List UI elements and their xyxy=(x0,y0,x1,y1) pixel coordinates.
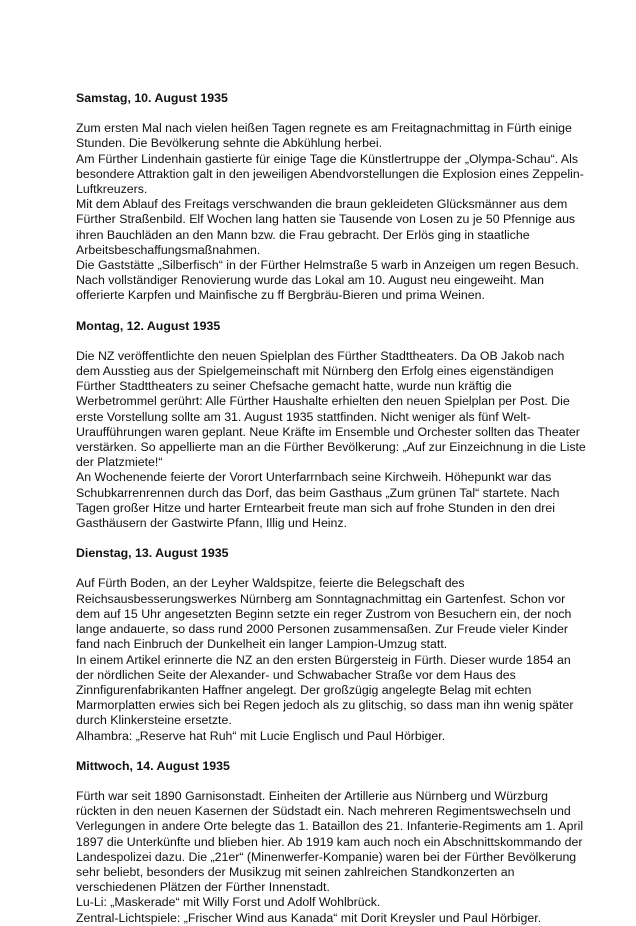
entry-paragraph: In einem Artikel erinnerte die NZ an den ersten Bürgersteig in Fürth. Dieser wurde 1854 an der nördlichen Seite der Alexander- und Schwabacher Straße vor dem Haus des Zinnfigurenfabrikanten Haffner angelegt. Der großzügig angelegte Belag mit echten Marmorplatten erwies sich bei Regen jedoch als zu glitschig, so dass man ihn wenig später durch Klinkersteine ersetzte. xyxy=(76,652,574,728)
entry-paragraph: Auf Fürth Boden, an der Leyher Waldspitze, feierte die Belegschaft des Reichsausbesserungswerkes Nürnberg am Sonntagnachmittag ein Gartenfest. Schon vor dem auf 15 Uhr angesetzten Beginn setzte ein reger Zustrom von Besuchern ein, der noch lange andauerte, so dass rund 2000 Personen zusammensaßen. Zur Freude vieler Kinder fand nach Einbruch der Dunkelheit ein langer Lampion-Umzug statt. xyxy=(76,576,572,652)
entry-date-heading: Mittwoch, 14. August 1935 xyxy=(76,758,230,773)
entry-paragraph: An Wochenende feierte der Vorort Unterfarrnbach seine Kirchweih. Höhepunkt war das Schubkarrenrennen durch das Dorf, das beim Gasthaus „Zum grünen Tal“ startete. Nach Tagen großer Hitze und harter Erntearbeit freute man sich auf frohe Stunden in den drei Gasthäusern der Gastwirte Pfann, Illig und Heinz. xyxy=(76,470,560,531)
entry-2023-saturday xyxy=(76,91,591,304)
entry-wednesday xyxy=(76,759,591,926)
entry-paragraph: Lu-Li: „Maskerade“ mit Willy Forst und Adolf Wohlbrück. xyxy=(76,895,381,910)
entry-paragraph: Zentral-Lichtspiele: „Frischer Wind aus Kanada“ mit Dorit Kreysler und Paul Hörbiger. xyxy=(76,910,542,925)
entry-tuesday xyxy=(76,546,591,743)
entry-paragraph: Zum ersten Mal nach vielen heißen Tagen regnete es am Freitagnachmittag in Fürth einige Stunden. Die Bevölkerung sehnte die Abkühlung herbei. xyxy=(76,121,572,151)
entry-date-heading: Dienstag, 13. August 1935 xyxy=(76,546,229,561)
entry-monday xyxy=(76,319,591,532)
entry-paragraph: Alhambra: „Reserve hat Ruh“ mit Lucie Englisch und Paul Hörbiger. xyxy=(76,728,446,743)
entry-date-heading: Montag, 12. August 1935 xyxy=(76,318,221,333)
entry-paragraph: Am Fürther Lindenhain gastierte für einige Tage die Künstlertruppe der „Olympa-Schau“. Als besondere Attraktion galt in den jeweiligen Abendvorstellungen die Explosion eines Zeppelin-Luftkreuzers. xyxy=(76,151,584,197)
document-page xyxy=(76,91,591,926)
entry-paragraph: Mit dem Ablauf des Freitags verschwanden die braun gekleideten Glücksmänner aus dem Fürther Straßenbild. Elf Wochen lang hatten sie Tausende von Losen zu je 50 Pfennige aus ihren Bauchläden an den Mann bzw. die Frau gebracht. Der Erlös ging in staatliche Arbeitsbeschaffungsmaßnahmen. xyxy=(76,197,576,257)
entry-date-heading: Samstag, 10. August 1935 xyxy=(76,91,228,105)
entry-paragraph: Die Gaststätte „Silberfisch“ in der Fürther Helmstraße 5 warb in Anzeigen um regen Besuch. Nach vollständiger Renovierung wurde das Lokal am 10. August neu eingeweiht. Man offerierte Karpfen und Mainfische zu ff Bergbräu-Bieren und prima Weinen. xyxy=(76,258,579,303)
entry-paragraph: Die NZ veröffentlichte den neuen Spielplan des Fürther Stadttheaters. Da OB Jakob nach dem Ausstieg aus der Spielgemeinschaft mit Nürnberg den Erfolg eines eigenständigen Fürther Stadttheaters zu seiner Chefsache gemacht hatte, wurde nun kräftig die Werbetrommel gerührt: Alle Fürther Haushalte erhielten den neuen Spielplan per Post. Die erste Vorstellung sollte am 31. August 1935 stattfinden. Nicht weniger als fünf Welt-Uraufführungen waren geplant. Neue Kräfte im Ensemble und Orchester sollten das Theater verstärken. So appellierte man an die Fürther Bevölkerung: „Auf zur Einzeichnung in die Liste der Platzmiete!“ xyxy=(76,348,586,470)
entry-paragraph: Fürth war seit 1890 Garnisonstadt. Einheiten der Artillerie aus Nürnberg und Würzburg rückten in den neuen Kasernen der Südstadt ein. Nach mehreren Regimentswechseln und Verlegungen in andere Orte belegte das 1. Bataillon des 21. Infanterie-Regiments am 1. April 1897 die Unterkünfte und blieben hier. Ab 1919 kam auch noch ein Abschnittskommando der Landespolizei dazu. Die „21er“ (Minenwerfer-Kompanie) waren bei der Fürther Bevölkerung sehr beliebt, besonders der Musikzug mit seinen zahlreichen Standkonzerten an verschiedenen Plätzen der Fürther Innenstadt. xyxy=(76,788,584,895)
